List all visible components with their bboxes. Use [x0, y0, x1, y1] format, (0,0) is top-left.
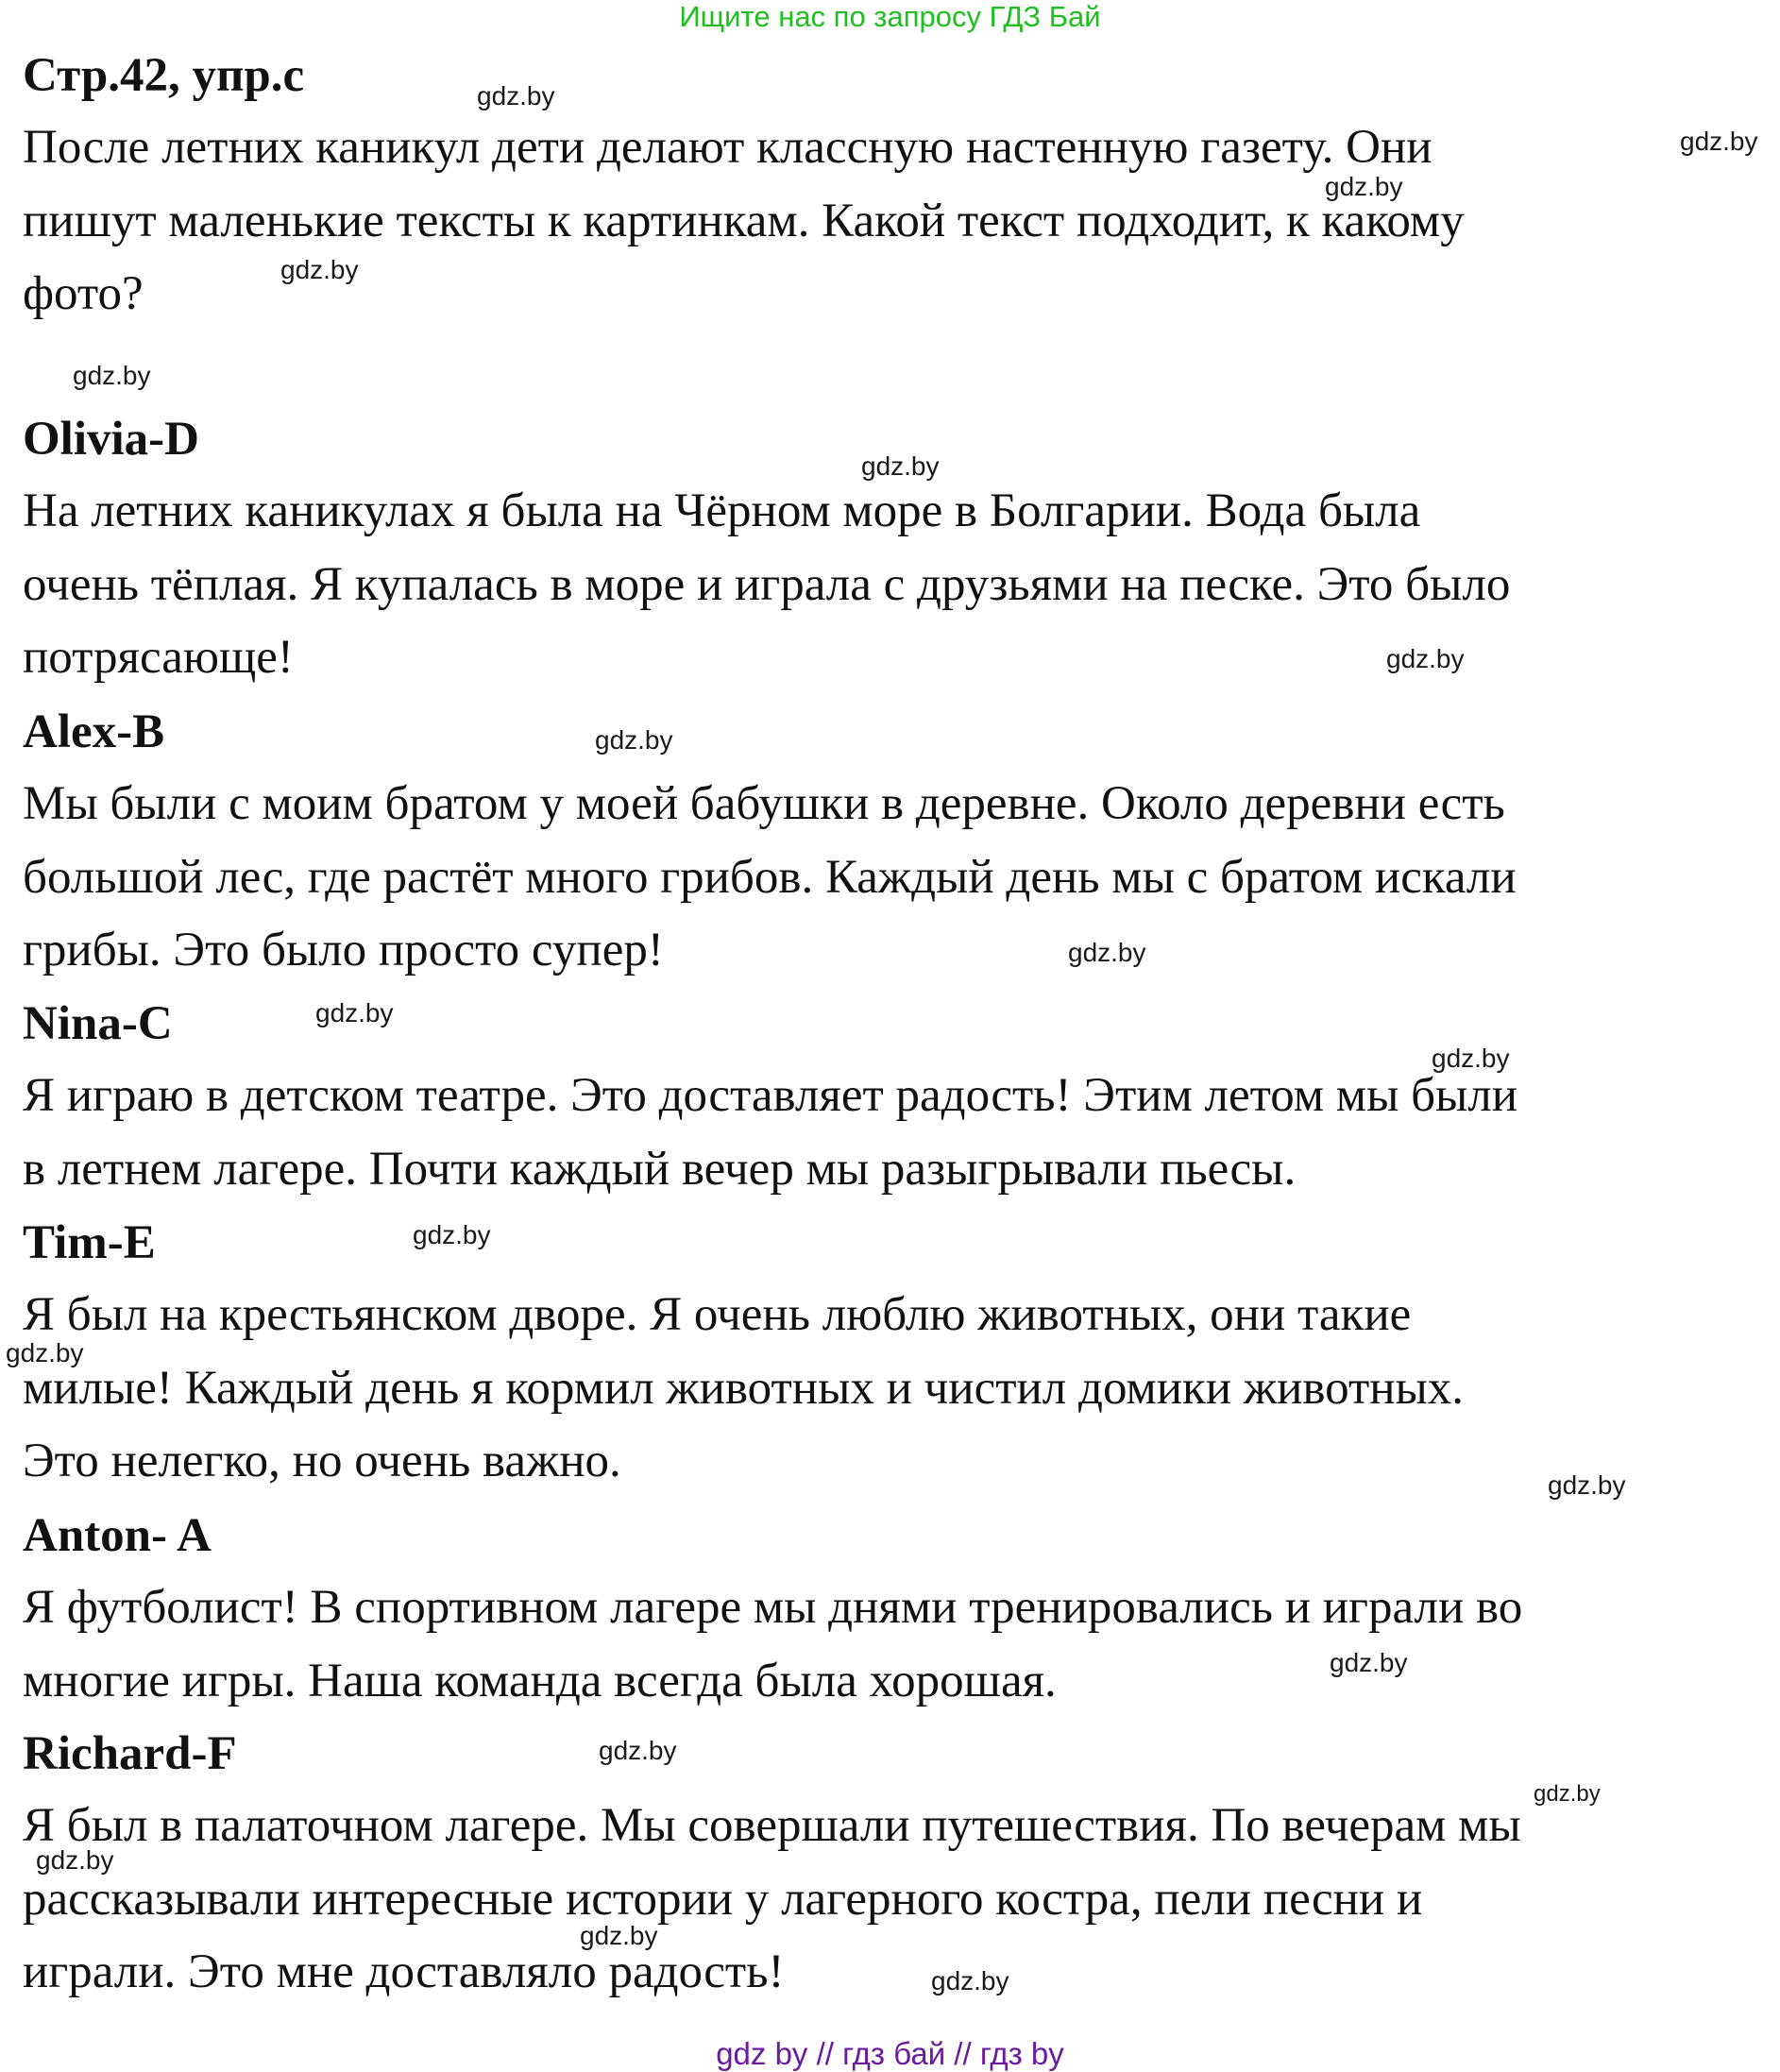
entry-line: Я футболист! В спортивном лагере мы днями тренировались и играли во	[23, 1581, 1523, 1634]
page-title: Стр.42, упр.с	[23, 49, 305, 102]
entry-line: играли. Это мне доставляло радость!	[23, 1945, 785, 1998]
entry-line: милые! Каждый день я кормил животных и чистил домики животных.	[23, 1361, 1465, 1415]
entry-name-nina: Nina-C	[23, 997, 173, 1050]
watermark: gdz.by	[580, 1921, 658, 1950]
entry-line: Это нелегко, но очень важно.	[23, 1435, 621, 1487]
watermark: gdz.by	[1432, 1044, 1510, 1073]
entry-name-tim: Tim-E	[23, 1216, 156, 1269]
intro-line: пишут маленькие тексты к картинкам. Какой текст подходит, к какому	[23, 194, 1465, 247]
entry-line: Мы были с моим братом у моей бабушки в деревне. Около деревни есть	[23, 777, 1505, 830]
entry-name-richard: Richard-F	[23, 1727, 237, 1780]
watermark: gdz.by	[1325, 172, 1403, 201]
entry-line: многие игры. Наша команда всегда была хорошая.	[23, 1654, 1057, 1707]
entry-name-alex: Alex-B	[23, 705, 165, 758]
entry-text-alex	[23, 768, 1517, 988]
watermark: gdz.by	[1680, 127, 1758, 156]
watermark: gdz.by	[315, 998, 394, 1028]
entry-line: грибы. Это было просто супер!	[23, 924, 664, 977]
watermark: gdz.by	[413, 1220, 491, 1249]
entry-text-olivia	[23, 475, 1510, 695]
intro-line: фото?	[23, 267, 144, 320]
watermark: gdz.by	[1548, 1470, 1626, 1500]
watermark: gdz.by	[73, 361, 151, 390]
entry-text-tim	[23, 1279, 1464, 1499]
entry-text-nina	[23, 1060, 1517, 1206]
watermark: gdz.by	[1330, 1648, 1408, 1677]
entry-line: большой лес, где растёт много грибов. Каждый день мы с братом искали	[23, 850, 1517, 904]
intro-paragraph	[23, 111, 1465, 331]
entry-line: Я был на крестьянском дворе. Я очень люблю животных, они такие	[23, 1288, 1412, 1341]
entry-line: На летних каникулах я была на Чёрном море в Болгарии. Вода была	[23, 484, 1421, 537]
intro-line: После летних каникул дети делают классную настенную газету. Они	[23, 121, 1432, 174]
watermark: gdz.by	[6, 1338, 84, 1367]
entry-text-anton	[23, 1571, 1522, 1718]
top-search-note: Ищите нас по запросу ГДЗ Бай	[679, 0, 1101, 33]
watermark: gdz.by	[1534, 1781, 1601, 1807]
entry-name-olivia: Olivia-D	[23, 413, 199, 466]
watermark: gdz.by	[931, 1966, 1009, 1996]
entry-text-richard	[23, 1790, 1521, 2010]
watermark: gdz.by	[477, 81, 555, 110]
entry-line: Я был в палаточном лагере. Мы совершали путешествия. По вечерам мы	[23, 1799, 1521, 1852]
watermark: gdz.by	[861, 451, 940, 481]
watermark: gdz.by	[1386, 644, 1465, 673]
entry-line: потрясающе!	[23, 631, 294, 684]
watermark: gdz.by	[599, 1736, 677, 1765]
footer-links: gdz by // гдз бай // гдз by	[716, 2036, 1064, 2071]
watermark: gdz.by	[36, 1845, 114, 1875]
watermark: gdz.by	[280, 255, 359, 284]
entry-name-anton: Anton- A	[23, 1509, 212, 1562]
watermark: gdz.by	[1068, 938, 1146, 967]
entry-line: рассказывали интересные истории у лагерного костра, пели песни и	[23, 1872, 1423, 1926]
watermark: gdz.by	[595, 725, 673, 755]
entry-line: Я играю в детском театре. Это доставляет радость! Этим летом мы были	[23, 1069, 1518, 1122]
entry-line: в летнем лагере. Почти каждый вечер мы разыгрывали пьесы.	[23, 1142, 1297, 1196]
entry-line: очень тёплая. Я купалась в море и играла с друзьями на песке. Это было	[23, 557, 1511, 611]
